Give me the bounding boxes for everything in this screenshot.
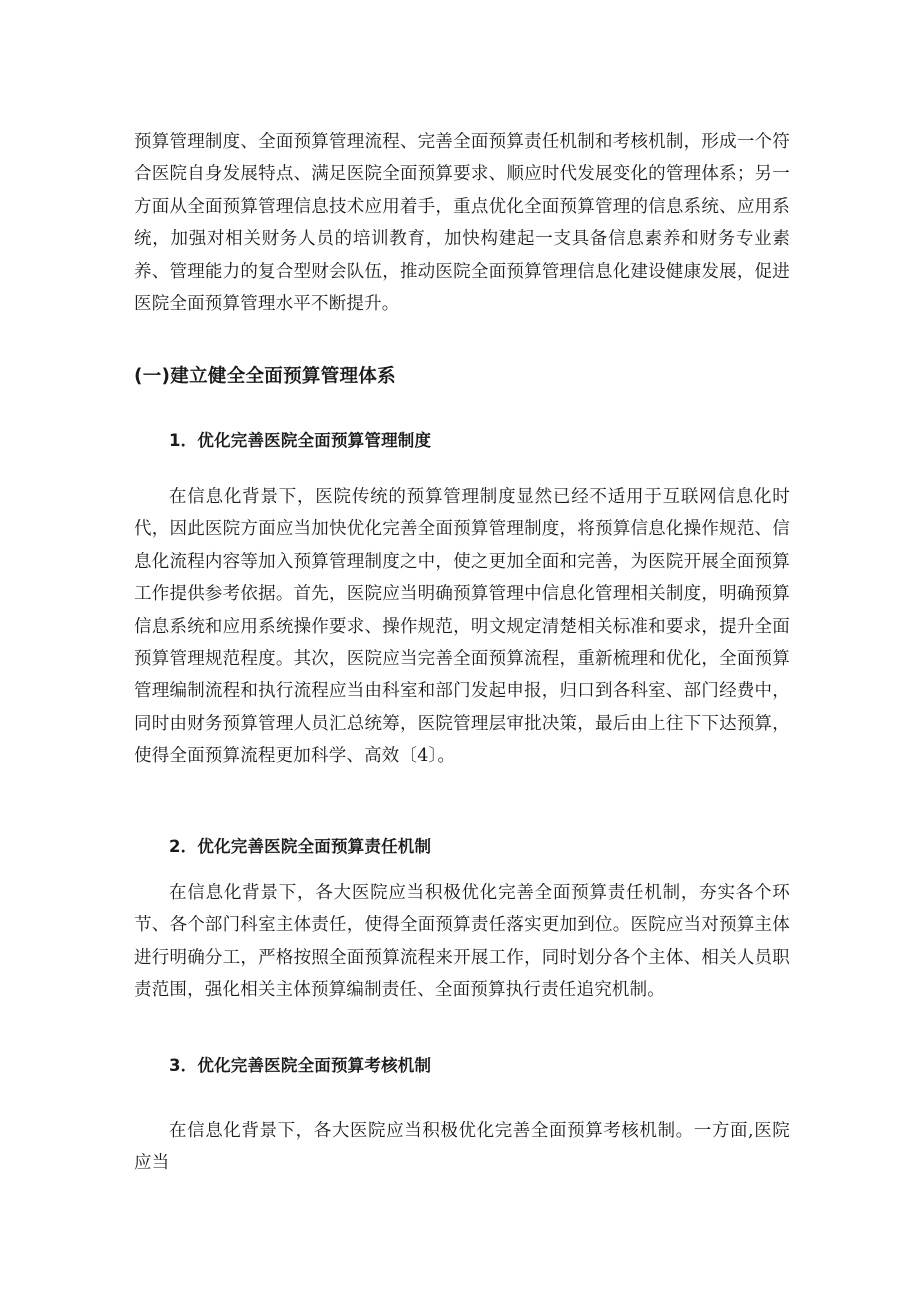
subsection-3-body: 在信息化背景下，各大医院应当积极优化完善全面预算考核机制。一方面,医院应当 [134,1121,790,1174]
subsection-1-heading: 1．优化完善医院全面预算管理制度 [169,431,432,450]
intro-paragraph: 预算管理制度、全面预算管理流程、完善全面预算责任机制和考核机制，形成一个符合医院自身发展特点、满足医院全面预算要求、顺应时代发展变化的管理体系；另一方面从全面预算管理信息技术应用着手，重点优化全面预算管理的信息系统、应用系统，加强对相关财务人员的培训教育，加快构建起一支具备信息素养和财务专业素养、管理能力的复合型财会队伍，推动医院全面预算管理信息化建设健康发展，促进医院全面预算管理水平不断提升。 [134,132,790,315]
section-heading: (一)建立健全全面预算管理体系 [134,366,396,387]
subsection-2-body: 在信息化背景下，各大医院应当积极优化完善全面预算责任机制，夯实各个环节、各个部门科室主体责任，使得全面预算责任落实更加到位。医院应当对预算主体进行明确分工，严格按照全面预算流程来开展工作，同时划分各个主体、相关人员职责范围，强化相关主体预算编制责任、全面预算执行责任追究机制。 [134,883,790,1001]
subsection-1-body: 在信息化背景下，医院传统的预算管理制度显然已经不适用于互联网信息化时代，因此医院方面应当加快优化完善全面预算管理制度，将预算信息化操作规范、信息化流程内容等加入预算管理制度之中，使之更加全面和完善，为医院开展全面预算工作提供参考依据。首先，医院应当明确预算管理中信息化管理相关制度，明确预算信息系统和应用系统操作要求、操作规范，明文规定清楚相关标准和要求，提升全面预算管理规范程度。其次，医院应当完善全面预算流程，重新梳理和优化，全面预算管理编制流程和执行流程应当由科室和部门发起申报，归口到各科室、部门经费中，同时由财务预算管理人员汇总统筹，医院管理层审批决策，最后由上往下下达预算，使得全面预算流程更加科学、高效〔4〕。 [134,487,790,767]
subsection-2-heading: 2．优化完善医院全面预算责任机制 [169,837,432,856]
subsection-3-heading: 3．优化完善医院全面预算考核机制 [169,1056,432,1075]
